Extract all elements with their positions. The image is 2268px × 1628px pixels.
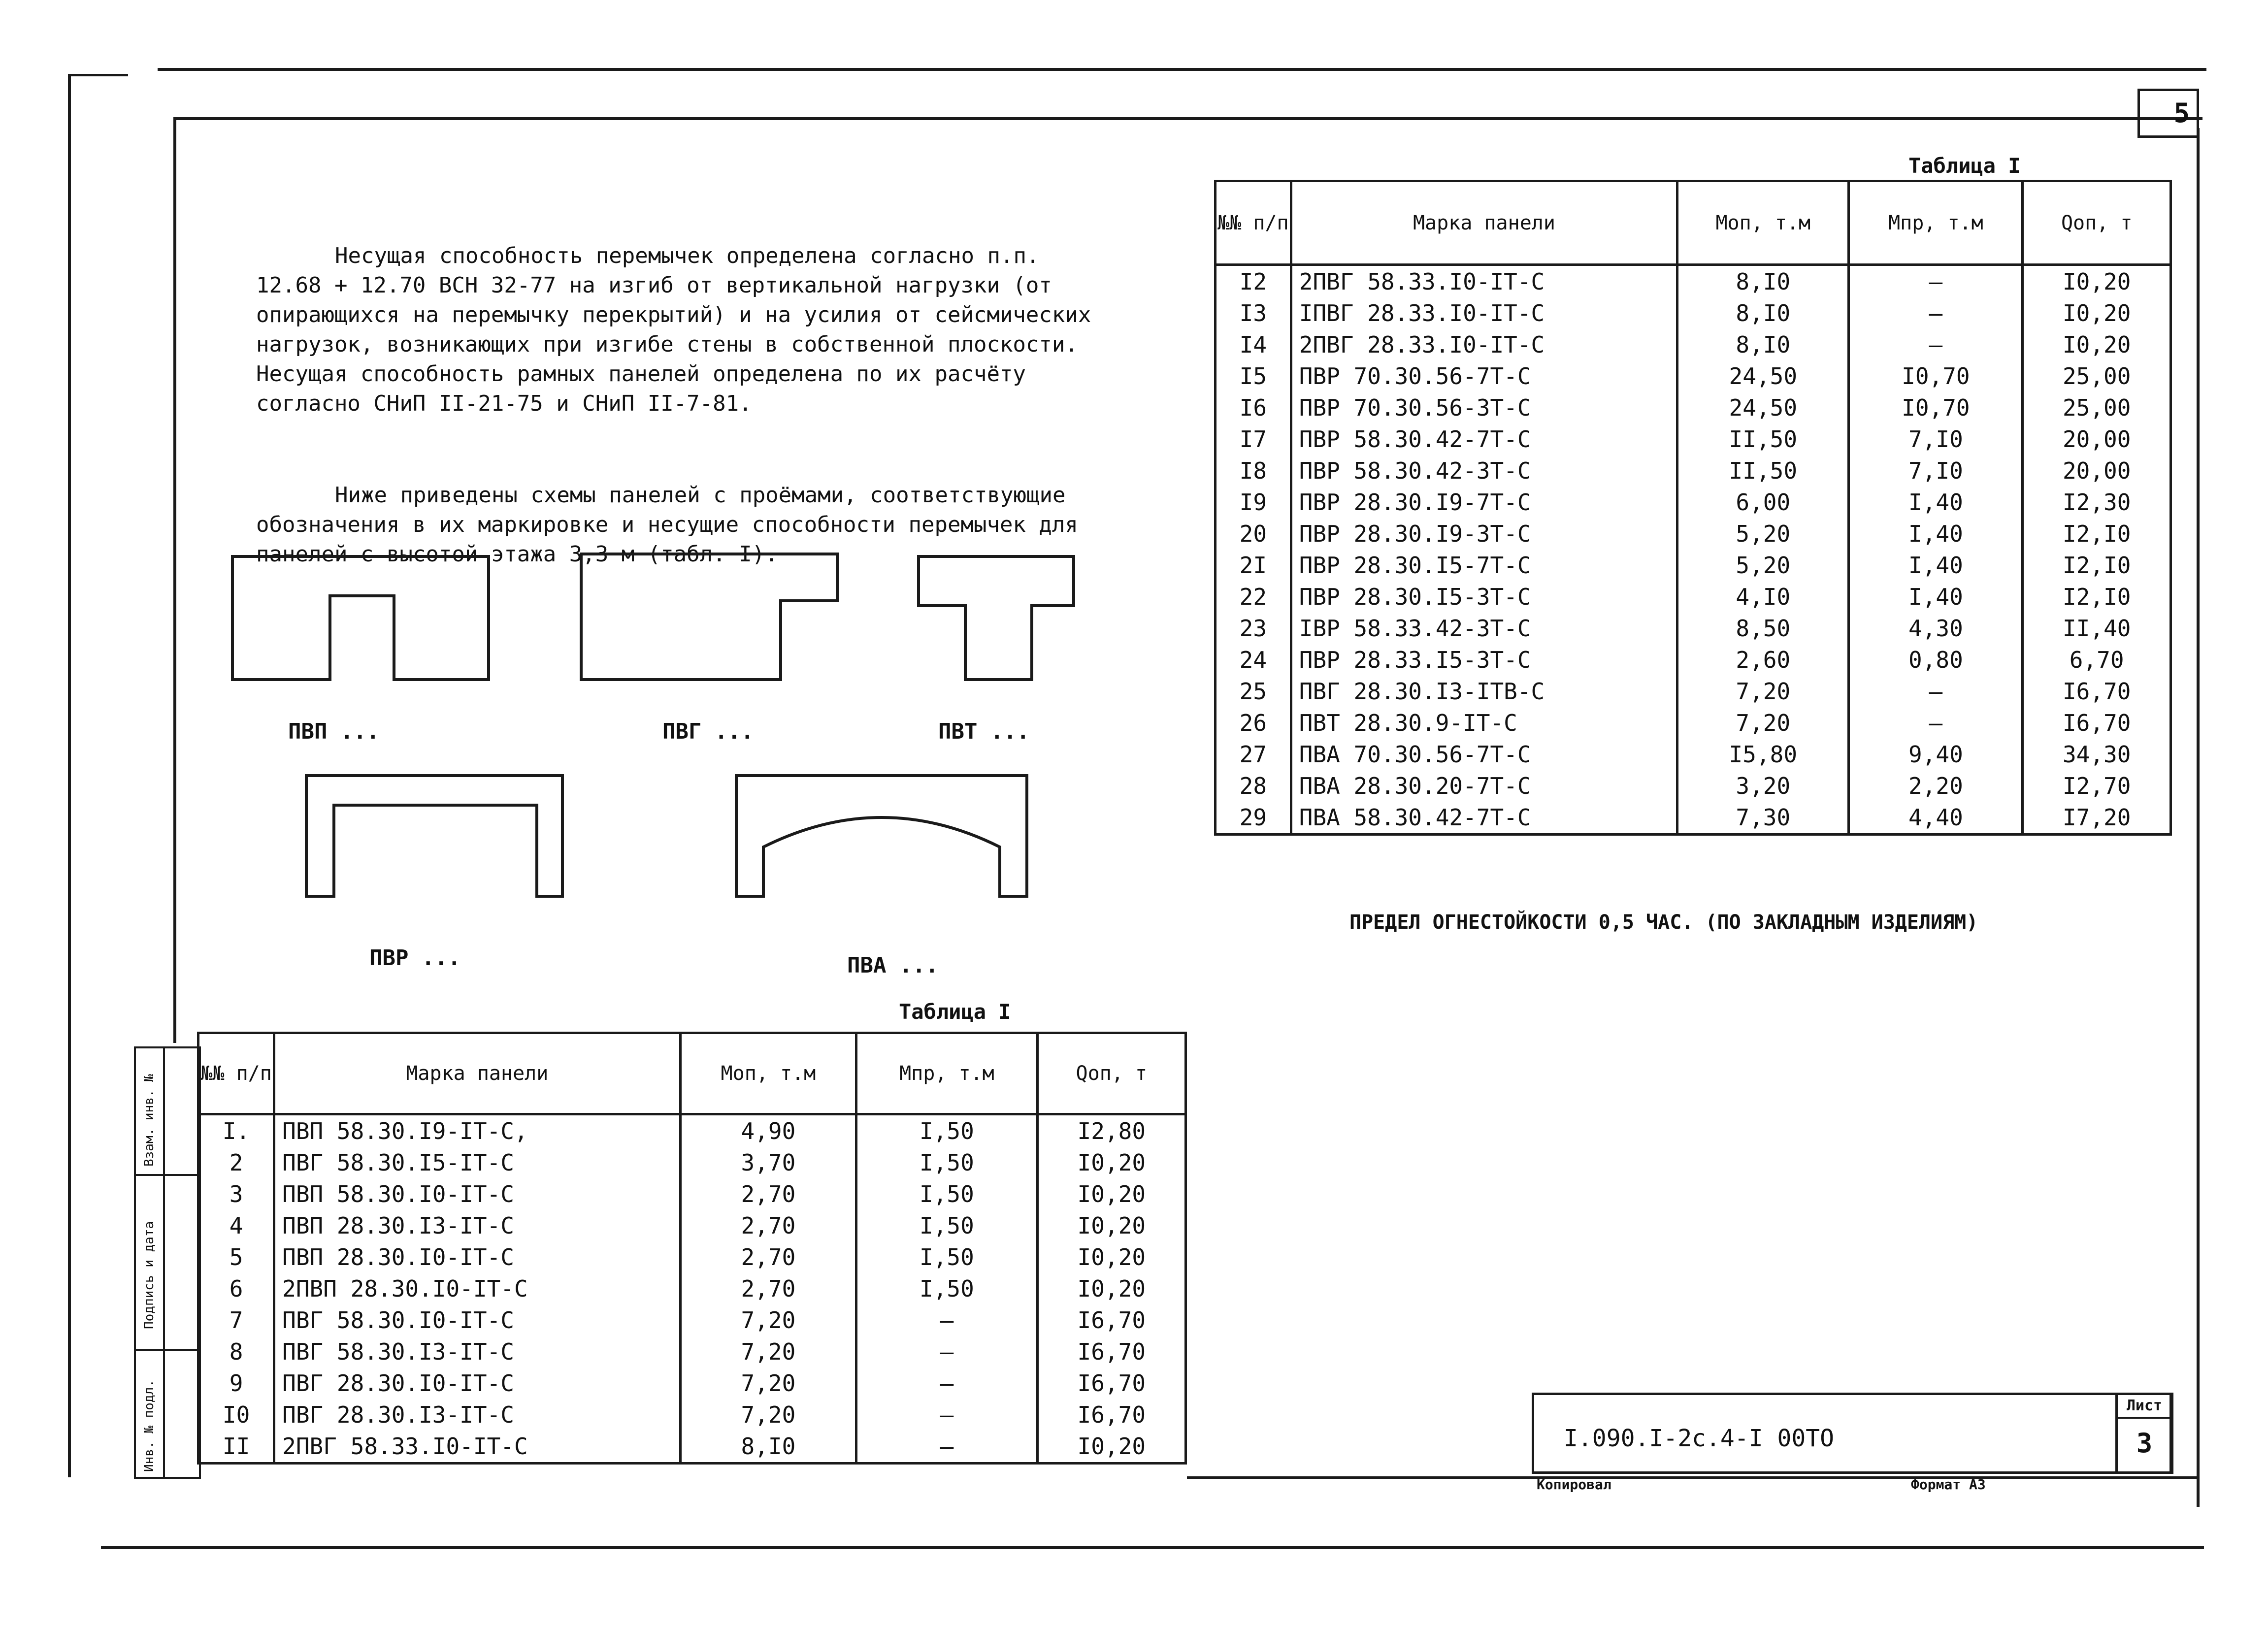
table-right-row	[1216, 297, 2171, 329]
table-right-cell-mpr: 9,40	[1849, 739, 2023, 770]
table-left-cell-mop: 2,70	[680, 1241, 856, 1273]
table-right-cell-num: 26	[1216, 707, 1291, 739]
table-left-cell-num: II	[198, 1431, 274, 1464]
table-left-cell-mpr: I,50	[856, 1210, 1037, 1241]
intro-paragraph-1: Несущая способность перемычек определена согласно п.п. 12.68 + 12.70 ВСН 32-77 на изгиб от вертикальной нагрузки (от опирающихся на перемычку перекрытий) и на усилия от сейсмических нагрузок, возникающих при изгибе стены в собственной плоскости. Несущая способность рамных панелей определена по их расчёту согласно СНиП II-21-75 и СНиП II-7-81.	[256, 243, 1104, 416]
scheme-pvg-shape	[581, 554, 837, 680]
table-right-cell-mark: ПВР 58.30.42-7Т-С	[1291, 423, 1677, 455]
table-right-cell-num: I2	[1216, 265, 1291, 298]
table-right-cell-mpr: 0,80	[1849, 644, 2023, 676]
table-right-cell-num: 22	[1216, 581, 1291, 613]
panel-schemes	[207, 532, 1143, 975]
table-left-cell-mark: ПВГ 58.30.I3-IТ-С	[274, 1336, 680, 1368]
table-right-cell-mpr: I,40	[1849, 518, 2023, 550]
table-right-cell-mpr: —	[1849, 707, 2023, 739]
table-left-cell-mpr: I,50	[856, 1241, 1037, 1273]
table-right-cell-mark: ПВР 28.30.I9-7Т-С	[1291, 487, 1677, 518]
table-left-cell-qop: I0,20	[1037, 1431, 1185, 1464]
table-left-cell-mpr: I,50	[856, 1147, 1037, 1178]
frame-top-left-stub	[69, 74, 128, 76]
table-left-cell-qop: I6,70	[1037, 1368, 1185, 1399]
table-left-cell-qop: I6,70	[1037, 1399, 1185, 1431]
table-left-cell-num: I.	[198, 1114, 274, 1147]
table-right-cell-qop: I2,30	[2023, 487, 2171, 518]
table-left-cell-mop: 3,70	[680, 1147, 856, 1178]
table-left-cell-mark: ПВГ 58.30.I5-IТ-С	[274, 1147, 680, 1178]
table-right-cell-mpr: 7,I0	[1849, 423, 2023, 455]
table-left-cell-qop: I0,20	[1037, 1210, 1185, 1241]
table-right-cell-mpr: 4,40	[1849, 802, 2023, 835]
table-left-row	[198, 1368, 1186, 1399]
table-right-cell-qop: I2,I0	[2023, 518, 2171, 550]
table-right-cell-mop: 7,20	[1677, 676, 1849, 707]
table-right-row	[1216, 455, 2171, 487]
table-left-cell-mpr: I,50	[856, 1273, 1037, 1304]
table-right-cell-mark: ПВГ 28.30.I3-IТВ-С	[1291, 676, 1677, 707]
table-right-cell-num: 29	[1216, 802, 1291, 835]
table-left-cell-num: 4	[198, 1210, 274, 1241]
sheet-number-box	[2115, 1393, 2173, 1474]
table-right-cell-num: 28	[1216, 770, 1291, 802]
table-left-cell-num: 5	[198, 1241, 274, 1273]
table-left-cell-mpr: I,50	[856, 1178, 1037, 1210]
table-right-cell-qop: I6,70	[2023, 707, 2171, 739]
table-right-row	[1216, 770, 2171, 802]
table-left-cell-mpr: —	[856, 1304, 1037, 1336]
table-right-cell-mark: ПВА 70.30.56-7Т-С	[1291, 739, 1677, 770]
table-right-cell-num: I8	[1216, 455, 1291, 487]
scheme-pvr-shape	[306, 776, 562, 896]
table-left-cell-mark: ПВГ 58.30.I0-IТ-С	[274, 1304, 680, 1336]
table-right-cell-qop: 25,00	[2023, 360, 2171, 392]
table-left-cell-mop: 2,70	[680, 1210, 856, 1241]
frame-bottom-inner	[1187, 1476, 2197, 1479]
table-right-cell-num: I9	[1216, 487, 1291, 518]
side-stamp-divider-h1	[136, 1174, 199, 1176]
table-right-cell-qop: 34,30	[2023, 739, 2171, 770]
sheet-corner-box	[2137, 89, 2199, 138]
title-block	[1532, 1393, 2172, 1474]
table-left-cell-mpr: —	[856, 1336, 1037, 1368]
frame-top-inner	[173, 117, 2202, 120]
table-left-cell-mark: ПВГ 28.30.I3-IТ-С	[274, 1399, 680, 1431]
table-right-row	[1216, 802, 2171, 835]
table-right-cell-mop: I5,80	[1677, 739, 1849, 770]
table-left-row	[198, 1304, 1186, 1336]
table-right-cell-mpr: I0,70	[1849, 360, 2023, 392]
table-left-cell-mop: 8,I0	[680, 1431, 856, 1464]
table-left-cell-qop: I6,70	[1037, 1304, 1185, 1336]
table-left-cell-mop: 4,90	[680, 1114, 856, 1147]
table-right-cell-mpr: 2,20	[1849, 770, 2023, 802]
table-right-cell-mop: 8,I0	[1677, 329, 1849, 360]
sheet-number-label: Лист	[2118, 1395, 2171, 1419]
table-right-cell-mop: II,50	[1677, 423, 1849, 455]
table-left-cell-num: 6	[198, 1273, 274, 1304]
table-right-cell-mop: 8,I0	[1677, 265, 1849, 298]
table-left-cell-mop: 2,70	[680, 1178, 856, 1210]
table-right-cell-qop: I0,20	[2023, 329, 2171, 360]
table-right-cell-mop: 7,30	[1677, 802, 1849, 835]
scheme-pva-shape	[736, 776, 1027, 896]
table-right-cell-mark: ПВТ 28.30.9-IТ-С	[1291, 707, 1677, 739]
table-right-cell-mop: 5,20	[1677, 550, 1849, 581]
table-right-cell-mop: 8,50	[1677, 613, 1849, 644]
table-left-cell-mop: 2,70	[680, 1273, 856, 1304]
table-right-caption: Таблица I	[1908, 154, 2021, 178]
table-right-cell-mark: IПВГ 28.33.I0-IТ-С	[1291, 297, 1677, 329]
table-left-header-mark: Марка панели	[274, 1033, 680, 1114]
table-left-caption: Таблица I	[899, 1000, 1011, 1024]
table-left-cell-qop: I0,20	[1037, 1273, 1185, 1304]
table-right-cell-mark: ПВР 28.30.I5-3Т-С	[1291, 581, 1677, 613]
scheme-pvg-label: ПВГ ...	[662, 719, 754, 744]
table-left-cell-mpr: I,50	[856, 1114, 1037, 1147]
side-stamp-divider-v	[163, 1048, 165, 1477]
table-right-row	[1216, 739, 2171, 770]
table-left-cell-mop: 7,20	[680, 1399, 856, 1431]
table-right-cell-qop: I7,20	[2023, 802, 2171, 835]
table-right-cell-num: I6	[1216, 392, 1291, 423]
table-right-row	[1216, 392, 2171, 423]
table-right-row	[1216, 329, 2171, 360]
table-right-cell-num: I5	[1216, 360, 1291, 392]
table-right-cell-qop: I0,20	[2023, 265, 2171, 298]
table-right-cell-mpr: I,40	[1849, 581, 2023, 613]
table-left-cell-qop: I2,80	[1037, 1114, 1185, 1147]
table-right-cell-mpr: I,40	[1849, 487, 2023, 518]
table-right-cell-mop: 24,50	[1677, 360, 1849, 392]
table-right-cell-qop: 25,00	[2023, 392, 2171, 423]
frame-bottom-outer	[101, 1546, 2204, 1549]
table-right-row	[1216, 423, 2171, 455]
table-right-cell-mpr: —	[1849, 297, 2023, 329]
table-right-cell-mop: 2,60	[1677, 644, 1849, 676]
table-right-row	[1216, 518, 2171, 550]
table-right	[1214, 180, 2172, 836]
table-left-cell-mark: 2ПВП 28.30.I0-IТ-С	[274, 1273, 680, 1304]
title-block-code: I.090.I-2с.4-I 00ТО	[1564, 1425, 1835, 1452]
table-right-cell-mpr: —	[1849, 676, 2023, 707]
table-right-row	[1216, 487, 2171, 518]
table-right-cell-num: 27	[1216, 739, 1291, 770]
sheet-number-value: 3	[2136, 1428, 2153, 1459]
table-left-cell-num: 7	[198, 1304, 274, 1336]
table-right-cell-qop: I2,I0	[2023, 581, 2171, 613]
table-right-header-mpr: Мпр, т.м	[1849, 181, 2023, 265]
table-right-row	[1216, 581, 2171, 613]
table-left-cell-qop: I6,70	[1037, 1336, 1185, 1368]
table-left-row	[198, 1399, 1186, 1431]
table-right-cell-mark: ПВР 28.33.I5-3Т-С	[1291, 644, 1677, 676]
table-left-cell-mpr: —	[856, 1399, 1037, 1431]
table-left-row	[198, 1431, 1186, 1464]
side-stamp-inv-dup: Взам. инв. №	[142, 1074, 157, 1167]
table-right-cell-qop: I0,20	[2023, 297, 2171, 329]
table-left-row	[198, 1336, 1186, 1368]
table-right-cell-qop: I2,I0	[2023, 550, 2171, 581]
table-right-cell-qop: 6,70	[2023, 644, 2171, 676]
table-right-cell-num: I3	[1216, 297, 1291, 329]
table-left-header-qop: Qоп, т	[1037, 1033, 1185, 1114]
table-left-row	[198, 1114, 1186, 1147]
table-left-cell-mpr: —	[856, 1368, 1037, 1399]
table-right-cell-mop: 3,20	[1677, 770, 1849, 802]
table-right-cell-mark: ПВР 58.30.42-3Т-С	[1291, 455, 1677, 487]
table-right-cell-mpr: I,40	[1849, 550, 2023, 581]
table-right-cell-mop: 8,I0	[1677, 297, 1849, 329]
table-right-cell-qop: I6,70	[2023, 676, 2171, 707]
table-left-cell-mark: ПВП 58.30.I0-IТ-С	[274, 1178, 680, 1210]
table-left-cell-mop: 7,20	[680, 1368, 856, 1399]
scheme-pvp-label: ПВП ...	[288, 719, 380, 744]
table-right-cell-mpr: —	[1849, 265, 2023, 298]
table-left-cell-mark: ПВП 28.30.I0-IТ-С	[274, 1241, 680, 1273]
table-right-row	[1216, 265, 2171, 298]
table-right-row	[1216, 676, 2171, 707]
footer-format: Формат А3	[1911, 1476, 1986, 1493]
table-right-cell-mpr: —	[1849, 329, 2023, 360]
side-stamp	[134, 1046, 201, 1479]
table-right-cell-num: 23	[1216, 613, 1291, 644]
table-right-cell-qop: I2,70	[2023, 770, 2171, 802]
table-right-header-qop: Qоп, т	[2023, 181, 2171, 265]
table-left-cell-num: 3	[198, 1178, 274, 1210]
table-right-cell-qop: II,40	[2023, 613, 2171, 644]
table-left-header-num: №№ п/п	[198, 1033, 274, 1114]
table-right-cell-mpr: I0,70	[1849, 392, 2023, 423]
scheme-pva-label: ПВА ...	[847, 953, 939, 978]
table-right-cell-num: 2I	[1216, 550, 1291, 581]
sheet-corner-number: 5	[2173, 98, 2190, 129]
table-right-cell-qop: 20,00	[2023, 423, 2171, 455]
table-left-cell-num: 2	[198, 1147, 274, 1178]
table-right-header-mark: Марка панели	[1291, 181, 1677, 265]
frame-top-outer	[158, 68, 2206, 71]
table-right-cell-mop: 4,I0	[1677, 581, 1849, 613]
table-right-header-mop: Моп, т.м	[1677, 181, 1849, 265]
table-left-row	[198, 1178, 1186, 1210]
table-right-cell-num: I4	[1216, 329, 1291, 360]
table-left-row	[198, 1241, 1186, 1273]
table-left-row	[198, 1147, 1186, 1178]
scheme-pvt-shape	[919, 556, 1074, 680]
table-left-cell-mark: ПВП 28.30.I3-IТ-С	[274, 1210, 680, 1241]
table-right-cell-mark: ПВА 28.30.20-7Т-С	[1291, 770, 1677, 802]
table-right-cell-num: 20	[1216, 518, 1291, 550]
frame-right-inner	[2197, 128, 2200, 1507]
table-right-row	[1216, 707, 2171, 739]
table-left-header-mpr: Мпр, т.м	[856, 1033, 1037, 1114]
table-right-cell-mop: 7,20	[1677, 707, 1849, 739]
table-left-cell-qop: I0,20	[1037, 1241, 1185, 1273]
side-stamp-inv-orig: Инв. № подл.	[142, 1379, 157, 1472]
table-right-row	[1216, 644, 2171, 676]
table-right-cell-num: 24	[1216, 644, 1291, 676]
table-left-cell-mark: ПВП 58.30.I9-IТ-С,	[274, 1114, 680, 1147]
table-right-header-num: №№ п/п	[1216, 181, 1291, 265]
table-left-cell-qop: I0,20	[1037, 1178, 1185, 1210]
scheme-pvr-label: ПВР ...	[369, 945, 461, 971]
intro-paragraph-2: Ниже приведены схемы панелей с проёмами, соответствующие обозначения в их маркировке и несущие способности перемычек для панелей с высотой этажа 3,3 м (табл. I).	[256, 483, 1091, 567]
scheme-pvt-label: ПВТ ...	[938, 719, 1030, 744]
side-stamp-sign-date: Подпись и дата	[142, 1221, 157, 1329]
table-left	[197, 1032, 1187, 1465]
footer-copied: Копировал	[1537, 1476, 1611, 1493]
table-left-cell-num: 9	[198, 1368, 274, 1399]
table-right-cell-mop: 6,00	[1677, 487, 1849, 518]
side-stamp-divider-h2	[136, 1349, 199, 1351]
table-right-cell-mop: 5,20	[1677, 518, 1849, 550]
table-right-row	[1216, 550, 2171, 581]
table-left-cell-mark: 2ПВГ 58.33.I0-IТ-С	[274, 1431, 680, 1464]
table-right-cell-mark: IВР 58.33.42-3Т-С	[1291, 613, 1677, 644]
table-left-cell-mop: 7,20	[680, 1304, 856, 1336]
frame-left-outer	[68, 74, 71, 1477]
fire-resistance-note: ПРЕДЕЛ ОГНЕСТОЙКОСТИ 0,5 ЧАС. (ПО ЗАКЛАДНЫМ ИЗДЕЛИЯМ)	[1349, 911, 1978, 934]
table-right-cell-mark: ПВР 28.30.I9-3Т-С	[1291, 518, 1677, 550]
table-left-cell-mop: 7,20	[680, 1336, 856, 1368]
table-left-row	[198, 1210, 1186, 1241]
table-right-cell-mop: II,50	[1677, 455, 1849, 487]
table-right-cell-mark: 2ПВГ 58.33.I0-IТ-С	[1291, 265, 1677, 298]
scheme-pvp-shape	[232, 556, 489, 680]
table-right-cell-mark: ПВА 58.30.42-7Т-С	[1291, 802, 1677, 835]
table-left-cell-num: I0	[198, 1399, 274, 1431]
table-right-cell-qop: 20,00	[2023, 455, 2171, 487]
table-right-cell-mark: ПВР 28.30.I5-7Т-С	[1291, 550, 1677, 581]
table-right-row	[1216, 613, 2171, 644]
table-right-cell-mop: 24,50	[1677, 392, 1849, 423]
table-right-cell-mpr: 7,I0	[1849, 455, 2023, 487]
table-left-cell-mark: ПВГ 28.30.I0-IТ-С	[274, 1368, 680, 1399]
table-left-header-mop: Моп, т.м	[680, 1033, 856, 1114]
table-right-cell-mark: ПВР 70.30.56-7Т-С	[1291, 360, 1677, 392]
table-right-row	[1216, 360, 2171, 392]
table-right-cell-num: I7	[1216, 423, 1291, 455]
table-right-cell-mark: ПВР 70.30.56-3Т-С	[1291, 392, 1677, 423]
table-right-cell-mark: 2ПВГ 28.33.I0-IТ-С	[1291, 329, 1677, 360]
frame-left-inner	[173, 117, 176, 1043]
table-left-cell-qop: I0,20	[1037, 1147, 1185, 1178]
table-right-cell-mpr: 4,30	[1849, 613, 2023, 644]
table-left-row	[198, 1273, 1186, 1304]
table-left-cell-mpr: —	[856, 1431, 1037, 1464]
table-right-cell-num: 25	[1216, 676, 1291, 707]
table-left-cell-num: 8	[198, 1336, 274, 1368]
